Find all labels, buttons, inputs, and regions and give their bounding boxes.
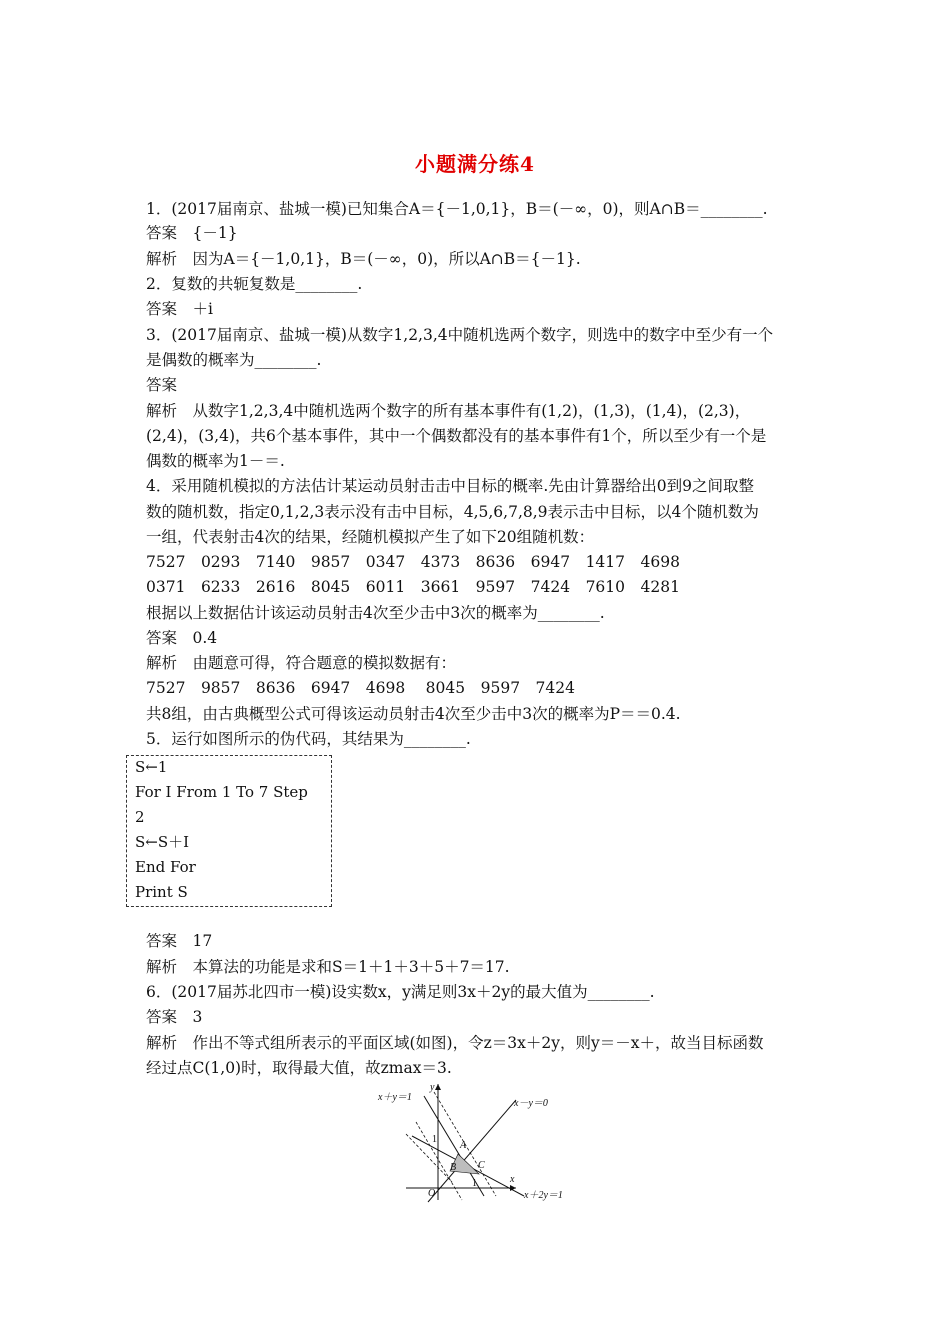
text-line: 数的随机数，指定0,1,2,3表示没有击中目标，4,5,6,7,8,9表示击中目标，以4个随机数为 — [146, 503, 759, 521]
text-line: 解析 由题意可得，符合题意的模拟数据有： — [146, 654, 457, 672]
text-line: 5．运行如图所示的伪代码，其结果为________. — [146, 730, 471, 748]
y-axis-arrow — [435, 1084, 441, 1090]
text-line: 共8组，由古典概型公式可得该运动员射击4次至少击中3次的概率为P＝＝0.4. — [146, 705, 681, 723]
text-line: 解析 本算法的功能是求和S＝1＋1＋3＋5＋7＝17. — [146, 958, 510, 976]
label-one-y: 1 — [432, 1134, 437, 1145]
label-point-b: B — [450, 1162, 457, 1173]
text-line: 答案 ＋i — [146, 300, 213, 318]
code-line: End For — [135, 858, 196, 876]
text-line: 答案 17 — [146, 932, 213, 950]
text-line: 答案 3 — [146, 1008, 203, 1026]
text-line: 解析 作出不等式组所表示的平面区域(如图)，令z＝3x＋2y，则y＝－x＋，故当目标函数 — [146, 1034, 764, 1052]
text-line: 7527 0293 7140 9857 0347 4373 8636 6947 1417 4698 — [146, 553, 680, 571]
label-point-a: A — [460, 1140, 467, 1151]
text-line: 经过点C(1,0)时，取得最大值，故zmax＝3. — [146, 1059, 452, 1077]
label-x-plus-y-1: x＋y＝1 — [378, 1092, 412, 1103]
text-line: 0371 6233 2616 8045 6011 3661 9597 7424 7610 4281 — [146, 578, 680, 596]
label-origin: O — [428, 1188, 436, 1199]
text-line: (2,4)，(3,4)，共6个基本事件，其中一个偶数都没有的基本事件有1个，所以至少有一个是 — [146, 427, 767, 445]
page-title: 小题满分练4 — [415, 152, 535, 176]
label-y-axis: y — [430, 1082, 435, 1093]
label-one-x: 1 — [472, 1178, 477, 1189]
text-line: 1．(2017届南京、盐城一模)已知集合A＝{－1,0,1}，B＝(－∞，0)，则A∩B＝________. — [146, 200, 768, 218]
code-line: Print S — [135, 883, 188, 901]
text-line: 解析 从数字1,2,3,4中随机选两个数字的所有基本事件有(1,2)，(1,3)，(1,4)，(2,3)， — [146, 402, 751, 420]
text-line: 2．复数的共轭复数是________. — [146, 275, 363, 293]
figure-svg — [376, 1078, 586, 1206]
objective-line-3 — [406, 1134, 452, 1182]
label-x-minus-y-0: x－y＝0 — [514, 1098, 548, 1109]
text-line: 答案 — [146, 376, 178, 394]
text-line: 答案 {－1} — [146, 224, 238, 242]
label-x-axis: x — [510, 1174, 515, 1185]
code-line: S←S＋I — [135, 833, 190, 851]
label-point-c: C — [478, 1160, 485, 1171]
text-line: 根据以上数据估计该运动员射击4次至少击中3次的概率为________. — [146, 604, 605, 622]
text-line: 偶数的概率为1－＝. — [146, 452, 285, 470]
feasible-region-figure — [376, 1078, 586, 1206]
text-line: 4．采用随机模拟的方法估计某运动员射击击中目标的概率.先由计算器给出0到9之间取整 — [146, 477, 755, 495]
text-line: 是偶数的概率为________. — [146, 351, 322, 369]
text-line: 解析 因为A＝{－1,0,1}，B＝(－∞，0)，所以A∩B＝{－1}. — [146, 250, 581, 268]
text-line: 7527 9857 8636 6947 4698 8045 9597 7424 — [146, 679, 575, 697]
code-line: For I From 1 To 7 Step — [135, 783, 308, 801]
code-line: 2 — [135, 808, 145, 826]
text-line: 一组，代表射击4次的结果，经随机模拟产生了如下20组随机数： — [146, 528, 595, 546]
code-line: S←1 — [135, 758, 168, 776]
text-line: 6．(2017届苏北四市一模)设实数x，y满足则3x＋2y的最大值为________. — [146, 983, 655, 1001]
text-line: 3．(2017届南京、盐城一模)从数字1,2,3,4中随机选两个数字，则选中的数字中至少有一个 — [146, 326, 774, 344]
label-x-plus-2y-1: x＋2y＝1 — [524, 1190, 563, 1201]
text-line: 答案 0.4 — [146, 629, 218, 647]
